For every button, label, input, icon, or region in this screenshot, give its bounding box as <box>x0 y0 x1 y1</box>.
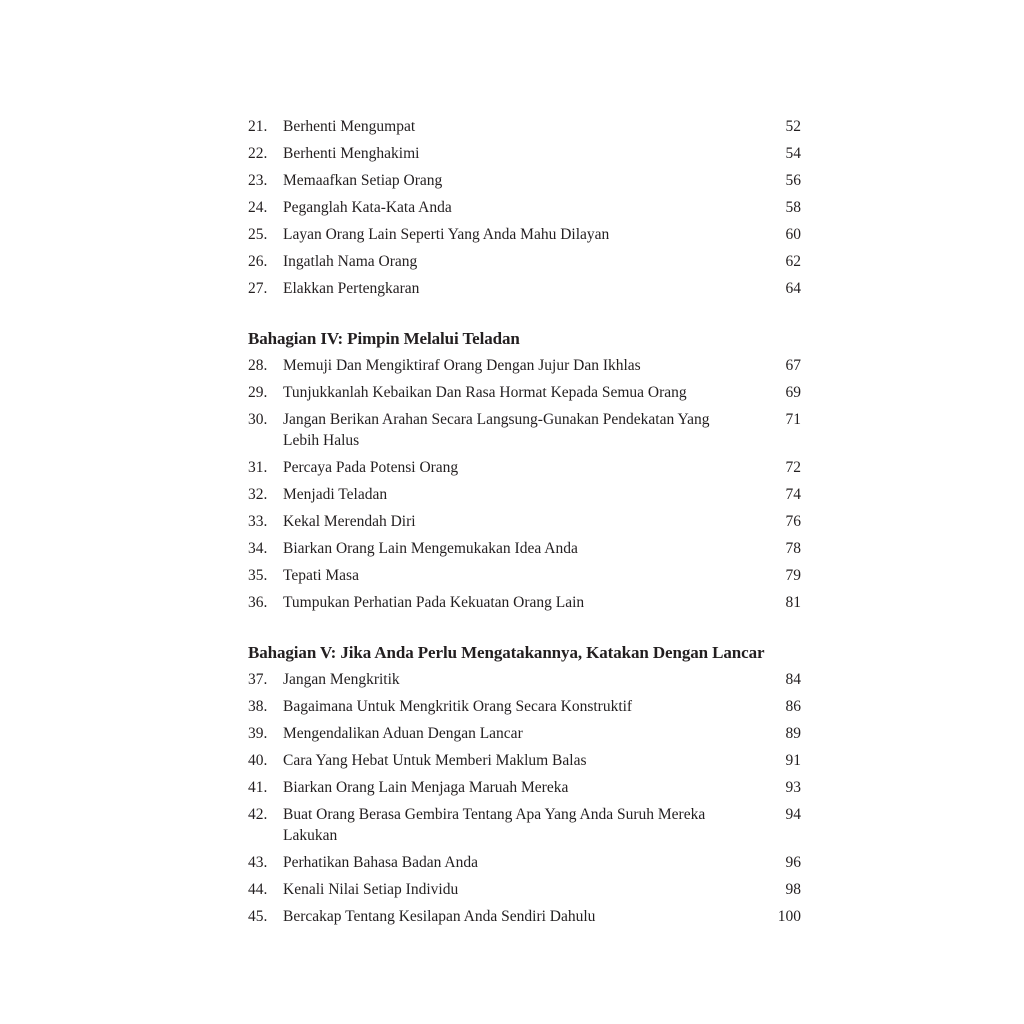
toc-section <box>248 325 801 616</box>
toc-section <box>248 639 801 930</box>
entry-page-number: 76 <box>785 513 801 530</box>
entry-number: 30. <box>248 411 268 428</box>
entry-number: 42. <box>248 806 268 823</box>
entry-page-number: 91 <box>785 752 801 769</box>
entry-title-line: Kekal Merendah Diri <box>283 513 416 530</box>
toc-entry <box>248 352 801 379</box>
entry-title <box>283 696 741 717</box>
entry-number: 41. <box>248 779 268 796</box>
entry-title <box>283 669 741 690</box>
entry-title <box>283 355 741 376</box>
toc-entry <box>248 589 801 616</box>
entry-title-line: Biarkan Orang Lain Menjaga Maruah Mereka <box>283 779 569 796</box>
entry-page-number: 62 <box>785 253 801 270</box>
entry-title-line: Buat Orang Berasa Gembira Tentang Apa Yang Anda Suruh Mereka <box>283 806 706 823</box>
entry-page-number: 69 <box>785 384 801 401</box>
toc-entry <box>248 194 801 221</box>
entry-title-line: Lebih Halus <box>283 432 360 449</box>
entry-number: 31. <box>248 459 268 476</box>
entry-title-line: Berhenti Mengumpat <box>283 118 416 135</box>
entry-page-number: 56 <box>785 172 801 189</box>
entry-page-number: 86 <box>785 698 801 715</box>
entry-title-line: Percaya Pada Potensi Orang <box>283 459 459 476</box>
entry-page-number: 67 <box>785 357 801 374</box>
entry-number: 27. <box>248 280 268 297</box>
entry-number: 25. <box>248 226 268 243</box>
entry-title-line: Jangan Mengkritik <box>283 671 400 688</box>
toc-entry <box>248 113 801 140</box>
entry-page-number: 89 <box>785 725 801 742</box>
toc-entry <box>248 849 801 876</box>
entry-title <box>283 750 741 771</box>
entry-title <box>283 879 741 900</box>
entry-number: 43. <box>248 854 268 871</box>
entry-number: 34. <box>248 540 268 557</box>
toc-entry <box>248 876 801 903</box>
toc-entry <box>248 562 801 589</box>
entry-title <box>283 197 741 218</box>
entry-title-line: Berhenti Menghakimi <box>283 145 420 162</box>
entry-title-line: Kenali Nilai Setiap Individu <box>283 881 459 898</box>
toc-entry <box>248 140 801 167</box>
entry-title-line: Memaafkan Setiap Orang <box>283 172 443 189</box>
entry-title <box>283 143 741 164</box>
entry-page-number: 52 <box>785 118 801 135</box>
table-of-contents <box>248 113 801 930</box>
entry-title-line: Tepati Masa <box>283 567 359 584</box>
entry-title-line: Memuji Dan Mengiktiraf Orang Dengan Jujur Dan Ikhlas <box>283 357 641 374</box>
toc-entry <box>248 801 801 849</box>
entry-number: 33. <box>248 513 268 530</box>
toc-entry <box>248 275 801 302</box>
entry-title-line: Menjadi Teladan <box>283 486 388 503</box>
entry-title <box>283 382 741 403</box>
entry-page-number: 96 <box>785 854 801 871</box>
entry-number: 40. <box>248 752 268 769</box>
entry-page-number: 84 <box>785 671 801 688</box>
entry-title-line: Jangan Berikan Arahan Secara Langsung-Gunakan Pendekatan Yang <box>283 411 710 428</box>
entry-title <box>283 116 741 137</box>
entry-title <box>283 251 741 272</box>
entry-title <box>283 457 741 478</box>
entry-page-number: 98 <box>785 881 801 898</box>
entry-page-number: 58 <box>785 199 801 216</box>
toc-entry <box>248 535 801 562</box>
entry-title <box>283 906 741 927</box>
entry-title <box>283 224 741 245</box>
entry-number: 38. <box>248 698 268 715</box>
toc-entry <box>248 774 801 801</box>
entry-number: 44. <box>248 881 268 898</box>
entry-page-number: 79 <box>785 567 801 584</box>
toc-entry <box>248 167 801 194</box>
toc-entry <box>248 248 801 275</box>
entry-page-number: 71 <box>785 411 801 428</box>
entry-title <box>283 511 741 532</box>
toc-entry <box>248 903 801 930</box>
entry-title <box>283 723 741 744</box>
entry-number: 35. <box>248 567 268 584</box>
entry-title-line: Bercakap Tentang Kesilapan Anda Sendiri Dahulu <box>283 908 596 925</box>
toc-entry <box>248 666 801 693</box>
entry-number: 37. <box>248 671 268 688</box>
entry-title-line: Cara Yang Hebat Untuk Memberi Maklum Balas <box>283 752 587 769</box>
entry-number: 23. <box>248 172 268 189</box>
entry-page-number: 72 <box>785 459 801 476</box>
entry-title-line: Mengendalikan Aduan Dengan Lancar <box>283 725 523 742</box>
entry-title <box>283 804 741 846</box>
entry-page-number: 100 <box>777 908 801 925</box>
entry-title-line: Peganglah Kata-Kata Anda <box>283 199 452 216</box>
entry-page-number: 64 <box>785 280 801 297</box>
entry-page-number: 78 <box>785 540 801 557</box>
toc-entry <box>248 221 801 248</box>
entry-title <box>283 170 741 191</box>
entry-number: 28. <box>248 357 268 374</box>
entry-number: 24. <box>248 199 268 216</box>
entry-number: 26. <box>248 253 268 270</box>
entry-number: 21. <box>248 118 268 135</box>
entry-number: 32. <box>248 486 268 503</box>
entry-title <box>283 565 741 586</box>
toc-entry <box>248 406 801 454</box>
entry-title <box>283 852 741 873</box>
entry-title <box>283 538 741 559</box>
entry-number: 36. <box>248 594 268 611</box>
entry-title <box>283 409 741 451</box>
toc-section <box>248 113 801 302</box>
entry-title <box>283 592 741 613</box>
entry-title <box>283 484 741 505</box>
entry-title-line: Ingatlah Nama Orang <box>283 253 418 270</box>
entry-title-line: Tumpukan Perhatian Pada Kekuatan Orang Lain <box>283 594 585 611</box>
entry-title-line: Bagaimana Untuk Mengkritik Orang Secara Konstruktif <box>283 698 633 715</box>
toc-entry <box>248 379 801 406</box>
section-heading: Bahagian IV: Pimpin Melalui Teladan <box>248 329 520 348</box>
entry-number: 29. <box>248 384 268 401</box>
entry-title-line: Biarkan Orang Lain Mengemukakan Idea Anda <box>283 540 578 557</box>
entry-page-number: 74 <box>785 486 801 503</box>
toc-entry <box>248 747 801 774</box>
entry-title <box>283 278 741 299</box>
entry-page-number: 94 <box>785 806 801 823</box>
entry-number: 39. <box>248 725 268 742</box>
entry-title-line: Tunjukkanlah Kebaikan Dan Rasa Hormat Kepada Semua Orang <box>283 384 687 401</box>
entry-number: 45. <box>248 908 268 925</box>
toc-entry <box>248 454 801 481</box>
entry-number: 22. <box>248 145 268 162</box>
entry-title-line: Perhatikan Bahasa Badan Anda <box>283 854 478 871</box>
toc-entry <box>248 508 801 535</box>
entry-page-number: 60 <box>785 226 801 243</box>
entry-title-line: Lakukan <box>283 827 338 844</box>
entry-title-line: Elakkan Pertengkaran <box>283 280 420 297</box>
entry-title-line: Layan Orang Lain Seperti Yang Anda Mahu Dilayan <box>283 226 610 243</box>
toc-entry <box>248 693 801 720</box>
section-heading: Bahagian V: Jika Anda Perlu Mengatakannya, Katakan Dengan Lancar <box>248 643 765 662</box>
entry-title <box>283 777 741 798</box>
entry-page-number: 93 <box>785 779 801 796</box>
entry-page-number: 54 <box>785 145 801 162</box>
toc-entry <box>248 720 801 747</box>
entry-page-number: 81 <box>785 594 801 611</box>
toc-entry <box>248 481 801 508</box>
